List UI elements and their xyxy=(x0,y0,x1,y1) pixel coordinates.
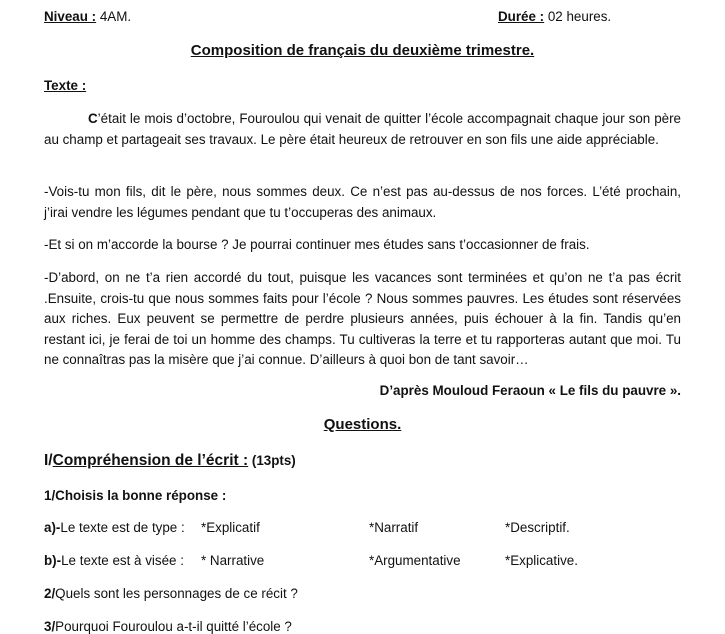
drop-letter: C xyxy=(88,111,98,126)
passage-paragraph-2: -Vois-tu mon fils, dit le père, nous sommes deux. Ce n’est pas au-dessus de nos forces. L’été prochain, j’irai vendre les légumes pendant que tu t’occuperas des animaux. xyxy=(44,184,681,220)
passage-paragraph-4: -D’abord, on ne t’a rien accordé du tout, puisque les vacances sont terminées et qu’on ne t’a pas écrit .Ensuite, crois-tu que nous sommes faits pour l’école ? Nous sommes pauvres. Les études sont réservées aux riches. Eux peuvent se permettre de perdre plusieurs années, puis échouer à la fin. Tandis qu’en restant ici, je ferai de toi un homme des champs. Tu cultiveras la terre et tu rapporteras autant que moi. Tu ne connaîtras pas la misère que j’ai connue. D’ailleurs à quoi bon de tant savoir… xyxy=(44,270,681,367)
section-1-heading xyxy=(44,452,296,470)
question-1b xyxy=(44,553,184,568)
source-citation: D’après Mouloud Feraoun « Le fils du pauvre ». xyxy=(379,383,681,398)
question-1a xyxy=(44,520,185,535)
paragraph-1-text: ’était le mois d’octobre, Fouroulou qui venait de quitter l’école accompagnait chaque jour son père au champ et partageait ses travaux. Le père était heureux de retrouver en son fils une aide appréciable. xyxy=(44,111,681,147)
duration-line xyxy=(498,9,611,24)
option-argumentative: *Argumentative xyxy=(369,553,461,568)
section-1-points: (13pts) xyxy=(248,453,296,468)
question-1a-prefix: a)- xyxy=(44,520,61,535)
question-3 xyxy=(44,619,292,634)
question-2 xyxy=(44,586,298,601)
question-1-label: 1/Choisis la bonne réponse : xyxy=(44,488,227,503)
question-2-text: Quels sont les personnages de ce récit ? xyxy=(55,586,298,601)
questions-heading: Questions. xyxy=(323,416,402,433)
option-descriptif: *Descriptif. xyxy=(505,520,570,535)
level-value: 4AM. xyxy=(96,9,132,24)
question-3-number: 3/ xyxy=(44,619,56,634)
question-3-text: Pourquoi Fouroulou a-t-il quitté l’école ? xyxy=(55,619,292,634)
section-1-title: Compréhension de l’écrit : xyxy=(52,452,249,469)
passage-paragraph-1 xyxy=(44,109,681,150)
question-2-number: 2/ xyxy=(44,586,56,601)
duration-value: 02 heures. xyxy=(544,9,612,24)
option-explicatif: *Explicatif xyxy=(201,520,260,535)
text-heading: Texte : xyxy=(44,78,87,93)
option-explicative: *Explicative. xyxy=(505,553,578,568)
question-1a-text: Le texte est de type : xyxy=(60,520,185,535)
option-narratif: *Narratif xyxy=(369,520,419,535)
passage-paragraph-3: -Et si on m’accorde la bourse ? Je pourrai continuer mes études sans t’occasionner de frais. xyxy=(44,237,590,252)
section-1-prefix: I/ xyxy=(44,452,53,469)
page-title: Composition de français du deuxième trimestre. xyxy=(190,42,535,59)
duration-label: Durée : xyxy=(498,9,545,24)
option-narrative: * Narrative xyxy=(201,553,265,568)
question-1b-prefix: b)- xyxy=(44,553,62,568)
level-line xyxy=(44,9,131,24)
question-1b-text: Le texte est à visée : xyxy=(61,553,184,568)
level-label: Niveau : xyxy=(44,9,97,24)
